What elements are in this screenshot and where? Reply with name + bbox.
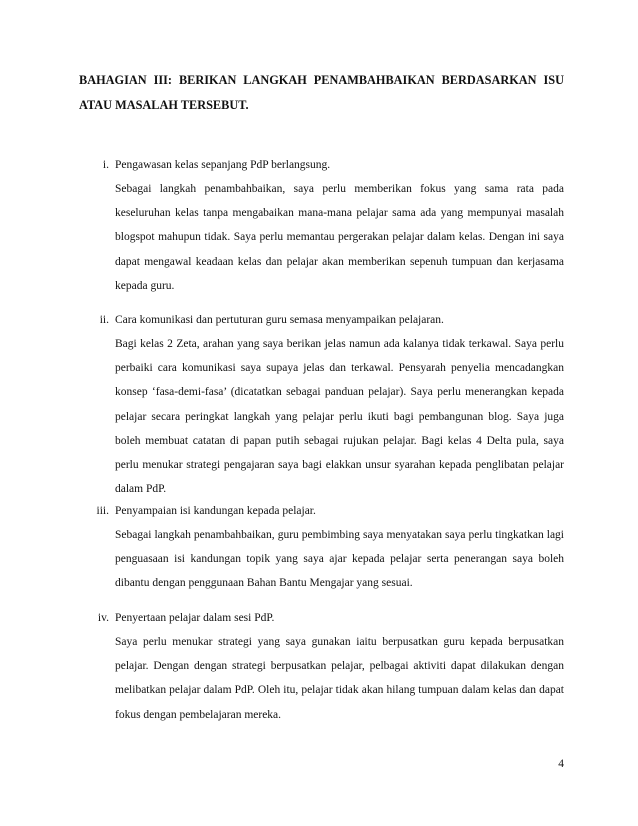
item-text: Sebagai langkah penambahbaikan, saya perlu memberikan fokus yang sama rata pada keseluruhan kelas tanpa mengabaikan mana-mana pelajar sama ada yang mempunyai masalah blogspot mahupun tidak. Saya perlu memantau pergerakan pelajar dalam kelas. Dengan ini saya dapat mengawal keadaan kelas dan pelajar akan memberikan sepenuh tumpuan dan kerjasama kepada guru. xyxy=(115,183,564,292)
item-title: Penyampaian isi kandungan kepada pelajar. xyxy=(115,505,316,517)
item-title: Pengawasan kelas sepanjang PdP berlangsung. xyxy=(115,159,331,171)
item-text: Sebagai langkah penambahbaikan, guru pembimbing saya menyatakan saya perlu tingkatkan lagi penguasaan isi kandungan topik yang saya ajar kepada pelajar serta penerangan saya boleh dibantu dengan penggunaan Bahan Bantu Mengajar yang sesuai. xyxy=(115,529,564,590)
item-numeral: iv. xyxy=(97,612,109,624)
item-body xyxy=(115,499,564,596)
item-text: Saya perlu menukar strategi yang saya gunakan iaitu berpusatkan guru kepada berpusatkan pelajar. Dengan dengan strategi berpusatkan pelajar, pelbagai aktiviti dapat dilakukan dengan melibatkan pelajar dalam PdP. Oleh itu, pelajar tidak akan hilang tumpuan dalam kelas dan dapat fokus dengan pembelajaran mereka. xyxy=(115,636,564,721)
item-numeral: iii. xyxy=(96,505,109,517)
item-title: Cara komunikasi dan pertuturan guru semasa menyampaikan pelajaran. xyxy=(115,314,444,326)
item-title: Penyertaan pelajar dalam sesi PdP. xyxy=(115,612,275,624)
item-numeral: i. xyxy=(102,159,109,171)
page-number: 4 xyxy=(558,758,564,770)
section-heading: BAHAGIAN III: BERIKAN LANGKAH PENAMBAHBAIKAN BERDASARKAN ISU ATAU MASALAH TERSEBUT. xyxy=(79,73,564,112)
item-text: Bagi kelas 2 Zeta, arahan yang saya berikan jelas namun ada kalanya tidak terkawal. Saya perlu perbaiki cara komunikasi saya supaya jelas dan terkawal. Pensyarah penyelia mencadangkan konsep ‘fasa-demi-fasa’ (dicatatkan sebagai panduan pelajar). Saya perlu menerangkan kepada pelajar secara peringkat langkah yang pelajar perlu ikuti bagi pembangunan blog. Saya juga boleh membuat catatan di papan putih sebagai rujukan pelajar. Bagi kelas 4 Delta pula, saya perlu menukar strategi pengajaran saya bagi elakkan unsur syarahan kepada penglibatan pelajar dalam PdP. xyxy=(115,338,564,496)
item-numeral: ii. xyxy=(99,314,109,326)
item-body xyxy=(115,308,564,501)
item-body xyxy=(115,153,564,298)
item-body xyxy=(115,606,564,727)
